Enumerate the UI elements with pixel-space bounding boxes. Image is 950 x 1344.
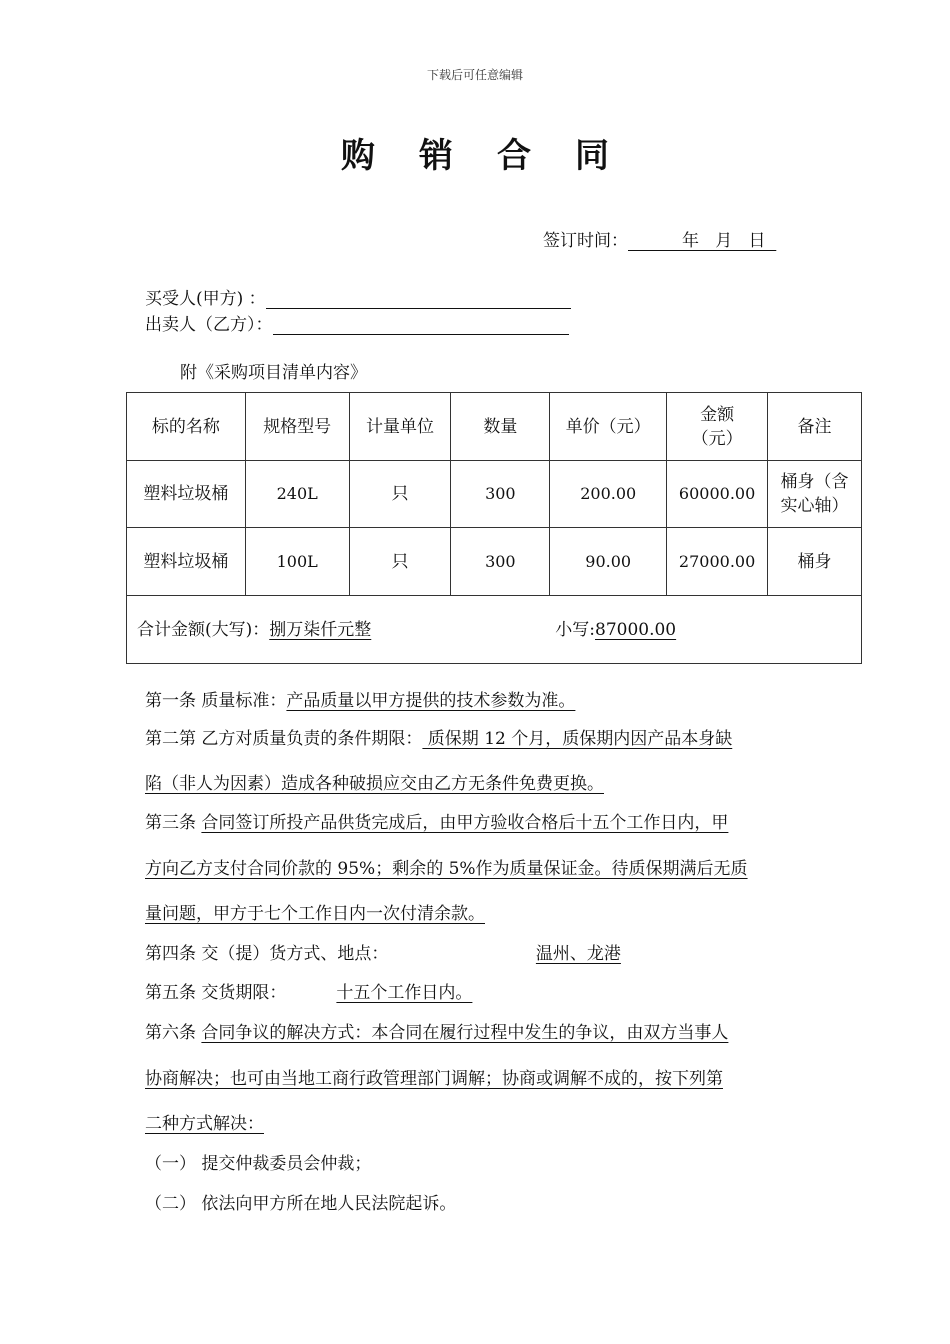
title-char: 购 (341, 136, 375, 176)
table-cell: 只 (349, 528, 451, 596)
clause-6-cont (145, 1109, 264, 1134)
seller-line (145, 310, 569, 335)
table-row (127, 461, 862, 528)
table-cell: 200.00 (550, 461, 667, 528)
header-cell: 数量 (451, 393, 550, 461)
header-cell: 单价（元） (550, 393, 667, 461)
clause-text (286, 978, 534, 1003)
clause-text: 二种方式解决： (145, 1114, 264, 1134)
header-cell: 金额 （元） (667, 393, 768, 461)
table-cell: 桶身 (768, 528, 862, 596)
sign-date-value: 年 月 日 (628, 231, 777, 251)
title-char: 合 (497, 136, 531, 176)
clause-3-cont (145, 899, 485, 924)
clause-text: 陷（非人为因素）造成各种破损应交由乙方无条件免费更换。 (145, 774, 604, 794)
clause-text: 产品质量以甲方提供的技术参数为准。 (286, 691, 576, 711)
buyer-blank (266, 290, 571, 309)
title-char: 销 (419, 136, 453, 176)
option-1: （一） 提交仲裁委员会仲裁； (145, 1154, 372, 1174)
clause-label: 第二第 乙方对质量负责的条件期限： (145, 729, 423, 749)
clause-text: 合同签订所投产品供货完成后，由甲方验收合格后十五个工作日内，甲 (201, 813, 729, 833)
table-cell: 240L (245, 461, 349, 528)
page-title (0, 128, 950, 177)
header-cell: 规格型号 (245, 393, 349, 461)
sign-date (543, 226, 776, 251)
total-row (127, 596, 862, 664)
header-cell: 备注 (768, 393, 862, 461)
table-cell: 300 (451, 528, 550, 596)
clause-1 (145, 686, 734, 711)
clause-4 (145, 939, 768, 964)
clause-label: 第一条 质量标准： (145, 691, 287, 711)
total-small-label: 小写: (555, 619, 595, 640)
table-cell: 60000.00 (667, 461, 768, 528)
table-cell: 塑料垃圾桶 (127, 528, 246, 596)
header-cell: 计量单位 (349, 393, 451, 461)
clause-6 (145, 1018, 728, 1043)
clause-2 (145, 724, 732, 749)
clause-label: 第四条 交（提）货方式、地点： (145, 944, 389, 964)
header-note: 下载后可任意编辑 (426, 68, 523, 82)
buyer-label: 买受人(甲方) ： (145, 289, 266, 309)
total-small: 87000.00 (595, 619, 677, 640)
clause-text-value: 十五个工作日内。 (336, 983, 473, 1003)
title-char: 同 (575, 136, 609, 176)
clause-5 (145, 978, 534, 1003)
clause-text: 温州、龙港 (535, 944, 621, 964)
clause-2-cont (145, 769, 604, 794)
total-label: 合计金额(大写)： (137, 619, 270, 640)
clause-3-cont (145, 854, 748, 879)
table-header-row (127, 393, 862, 461)
table-cell: 27000.00 (667, 528, 768, 596)
clause-text: 方向乙方支付合同价款的 95%；剩余的 5%作为质量保证金。待质保期满后无质 (145, 859, 748, 879)
clause-text: 量问题，甲方于七个工作日内一次付清余款。 (145, 904, 485, 924)
attachment-title: 附《采购项目清单内容》 (180, 363, 367, 383)
clause-6-cont (145, 1064, 723, 1089)
table-cell: 90.00 (550, 528, 667, 596)
table-cell: 只 (349, 461, 451, 528)
table-cell: 300 (451, 461, 550, 528)
table-cell: 桶身（含实心轴） (768, 461, 862, 528)
seller-blank (273, 316, 569, 335)
clause-label: 第三条 (145, 813, 202, 833)
purchase-table (126, 392, 862, 664)
header-cell: 标的名称 (127, 393, 246, 461)
clause-label: 第六条 (145, 1023, 202, 1043)
clause-text: 质保期 12 个月，质保期内因产品本身缺 (422, 729, 733, 749)
seller-label: 出卖人（乙方）： (145, 315, 273, 335)
total-upper: 捌万柒仟元整 (269, 619, 372, 640)
table-cell: 塑料垃圾桶 (127, 461, 246, 528)
clause-label: 第五条 交货期限： (145, 983, 287, 1003)
clause-3 (145, 808, 728, 833)
buyer-line (145, 284, 571, 309)
table-cell: 100L (245, 528, 349, 596)
option-2: （二） 依法向甲方所在地人民法院起诉。 (145, 1194, 457, 1214)
clause-text: 合同争议的解决方式：本合同在履行过程中发生的争议，由双方当事人 (201, 1023, 729, 1043)
table-row (127, 528, 862, 596)
sign-date-label: 签订时间： (543, 231, 628, 251)
total-cell (127, 596, 862, 664)
clause-text: 协商解决；也可由当地工商行政管理部门调解；协商或调解不成的，按下列第 (145, 1069, 723, 1089)
